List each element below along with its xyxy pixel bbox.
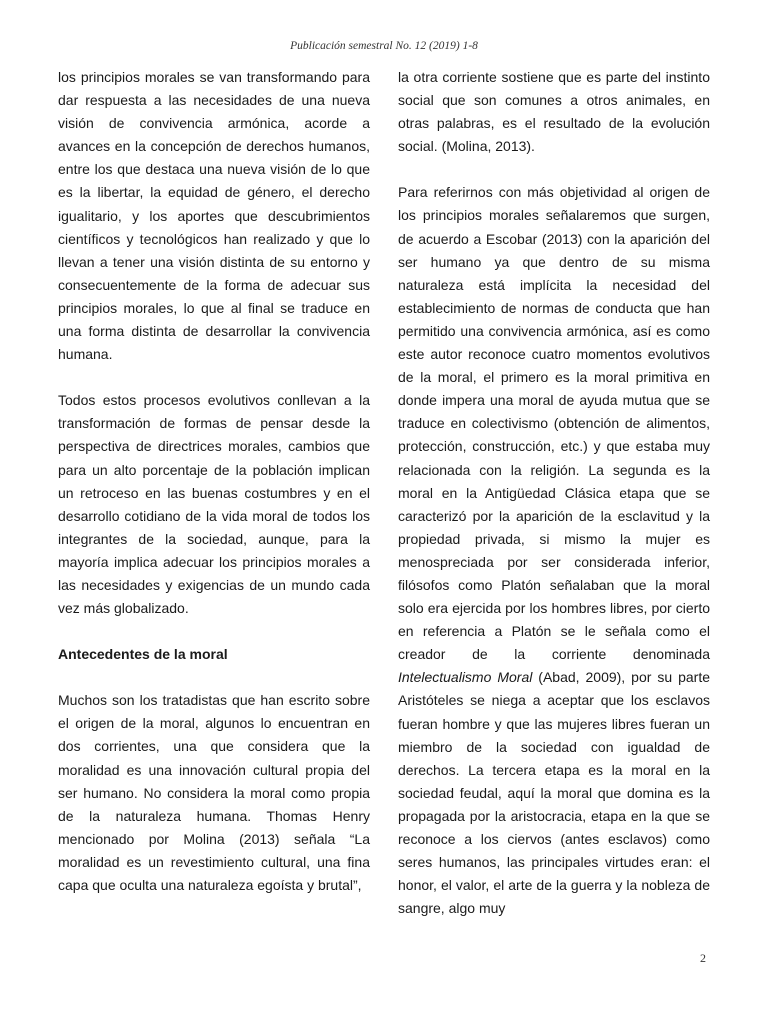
paragraph xyxy=(398,181,710,920)
left-column xyxy=(58,66,370,897)
running-header: Publicación semestral No. 12 (2019) 1-8 xyxy=(290,40,478,52)
paragraph: la otra corriente sostiene que es parte del instinto social que son comunes a otros animales, en otras palabras, es el resultado de la evolución social. (Molina, 2013). xyxy=(398,69,710,155)
paragraph-text: Para referirnos con más objetividad al origen de los principios morales señalaremos que surgen, de acuerdo a Escobar (2013) con la aparición del ser humano ya que dentro de su misma naturaleza está implícita la necesidad del establecimiento de normas de conducta que han permitido una convivencia armónica, así es como este autor reconoce cuatro momentos evolutivos de la moral, el primero es la moral primitiva en donde impera una moral de ayuda mutua que se traduce en colectivismo (obtención de alimentos, protección, construcción, etc.) y que estaba muy relacionada con la religión. La segunda es la moral en la Antigüedad Clásica etapa que se caracterizó por la aparición de la esclavitud y la propiedad privada, si mismo la mujer es menospreciada por ser considerada inferior, filósofos como Platón señalaban que la moral solo era ejercida por los hombres libres, por cierto en referencia a Platón se le señala como el creador de la corriente denominada xyxy=(398,184,710,663)
paragraph-text: (Abad, 2009), por su parte Aristóteles se niega a aceptar que los esclavos fueran hombre y que las mujeres libres fueran un miembro de la sociedad con igualdad de derechos. La tercera etapa es la moral en la sociedad feudal, aquí la moral que domina es la propagada por la aristocracia, etapa en la que se reconoce a los ciervos (antes esclavos) como seres humanos, las principales virtudes eran: el honor, el valor, el arte de la guerra y la nobleza de sangre, algo muy xyxy=(398,669,710,917)
right-column xyxy=(398,66,710,920)
paragraph: los principios morales se van transformando para dar respuesta a las necesidades de una nueva visión de convivencia armónica, acorde a avances en la concepción de derechos humanos, entre los que destaca una nueva visión de lo que es la libertar, la equidad de género, el derecho igualitario, y los aportes que descubrimientos científicos y tecnológicos han realizado y que lo llevan a tener una visión distinta de su entorno y consecuentemente de la forma de adecuar sus principios morales, lo que al final se traduce en una forma distinta de desarrollar la convivencia humana. xyxy=(58,69,370,363)
page-number: 2 xyxy=(700,951,706,965)
paragraph: Todos estos procesos evolutivos conllevan a la transformación de formas de pensar desde la perspectiva de directrices morales, cambios que para un alto porcentaje de la población implican un retroceso en las buenas costumbres y en el desarrollo cotidiano de la vida moral de todos los integrantes de la sociedad, aunque, para la mayoría implica adecuar los principios morales a las necesidades y exigencias de un mundo cada vez más globalizado. xyxy=(58,392,370,617)
paragraph: Muchos son los tratadistas que han escrito sobre el origen de la moral, algunos lo encuentran en dos corrientes, una que considera que la moralidad es una innovación cultural propia del ser humano. No considera la moral como propia de la naturaleza humana. Thomas Henry mencionado por Molina (2013) señala “La moralidad es un revestimiento cultural, una fina capa que oculta una naturaleza egoísta y brutal”, xyxy=(58,692,370,893)
italic-term: Intelectualismo Moral xyxy=(398,669,533,686)
section-heading: Antecedentes de la moral xyxy=(58,646,228,663)
